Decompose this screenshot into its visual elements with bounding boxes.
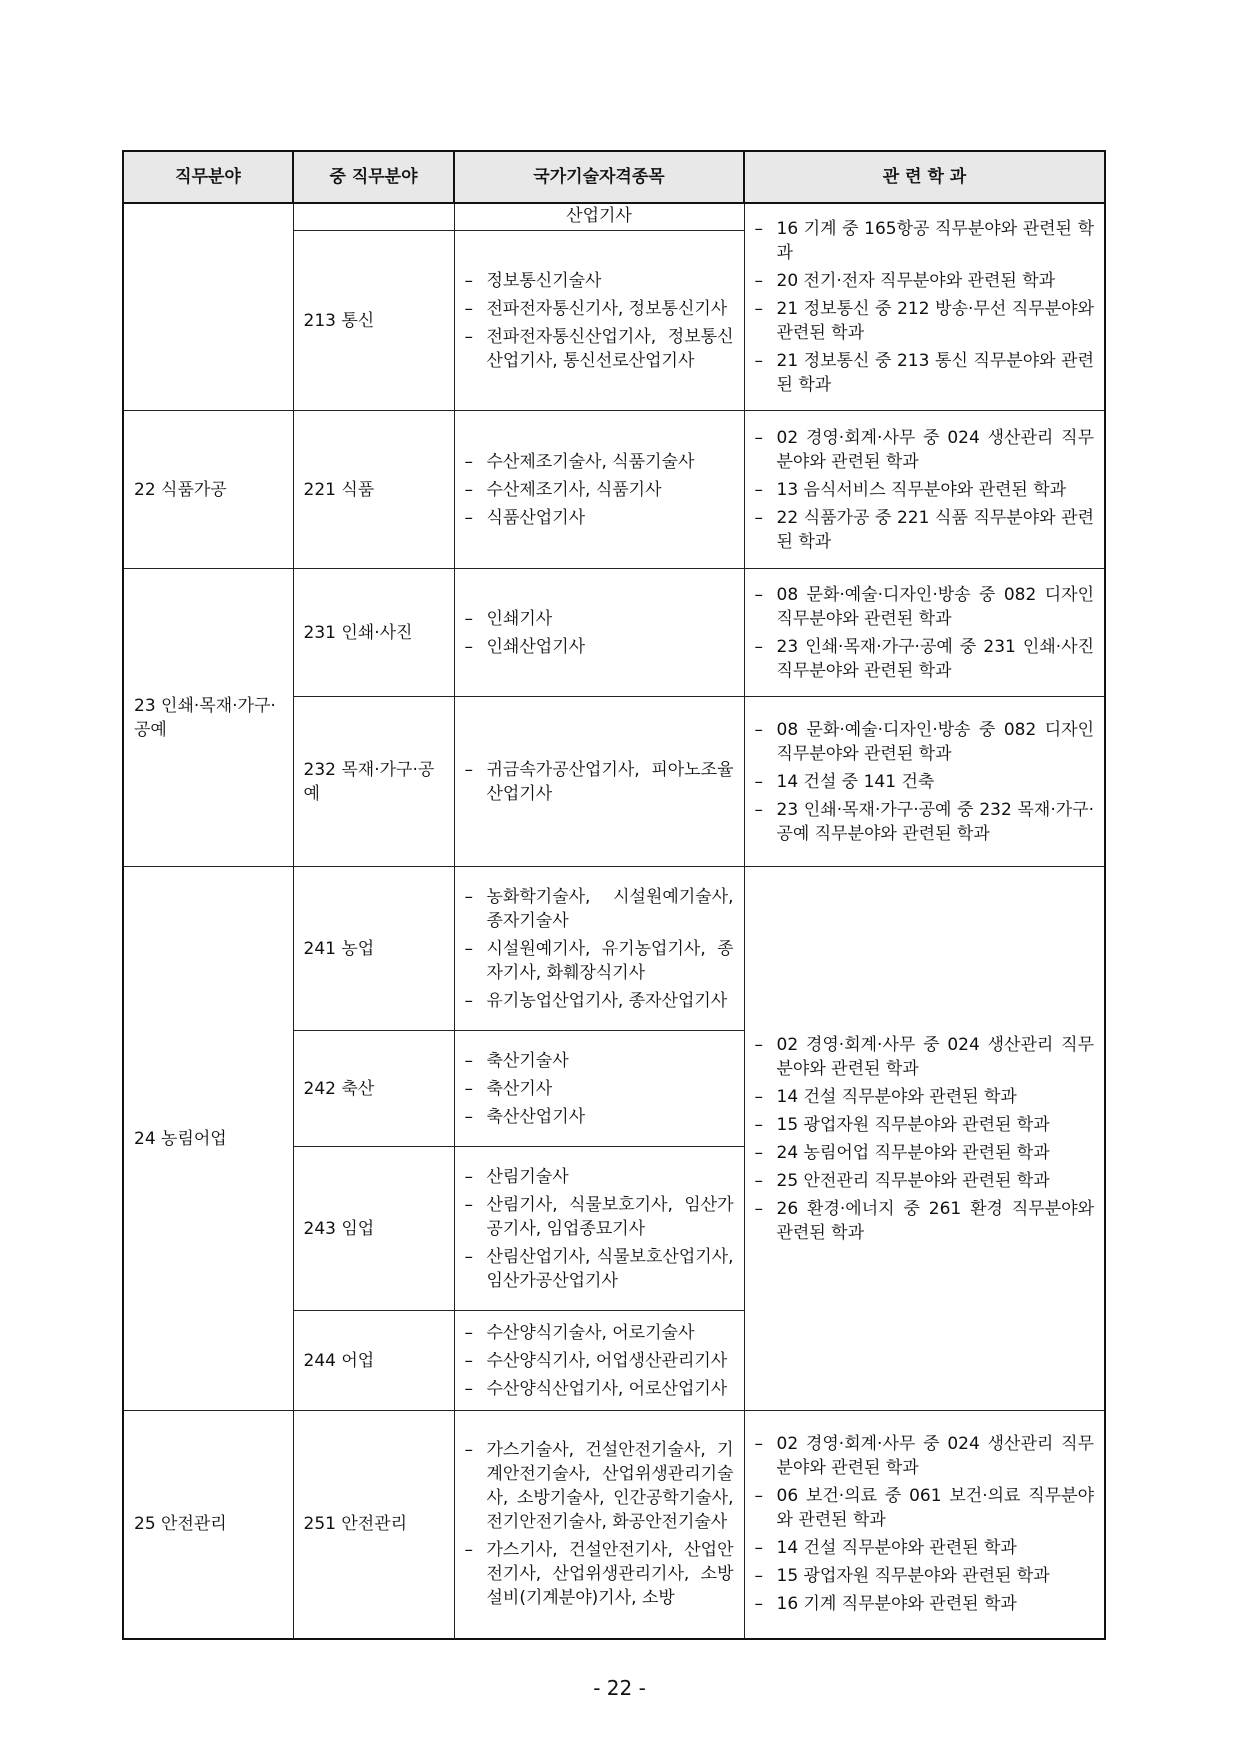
field-cell: [123, 203, 293, 411]
sub-field-cell: 232 목재·가구·공예: [293, 697, 454, 867]
list-item: – 귀금속가공산업기사, 피아노조율산업기사: [465, 758, 734, 806]
page-number: - 22 -: [593, 1676, 646, 1700]
qualification-table: [122, 150, 1106, 1640]
list-item: – 산림기사, 식물보호기사, 임산가공기사, 임업종묘기사: [465, 1193, 734, 1241]
header-related-dept: 관 련 학 과: [744, 151, 1105, 203]
list-item: – 15 광업자원 직무분야와 관련된 학과: [755, 1564, 1095, 1588]
sub-field-cell: 231 인쇄·사진: [293, 569, 454, 697]
list-item: – 수산양식기술사, 어로기술사: [465, 1321, 734, 1345]
list-item: – 수산제조기사, 식품기사: [465, 478, 734, 502]
list-item: – 20 전기·전자 직무분야와 관련된 학과: [755, 269, 1095, 293]
list-item: – 유기농업산업기사, 종자산업기사: [465, 989, 734, 1013]
list-item: – 시설원예기사, 유기농업기사, 종자기사, 화훼장식기사: [465, 937, 734, 985]
list-item: – 06 보건·의료 중 061 보건·의료 직무분야와 관련된 학과: [755, 1484, 1095, 1532]
list-item: – 08 문화·예술·디자인·방송 중 082 디자인 직무분야와 관련된 학과: [755, 583, 1095, 631]
sub-field-cell: 221 식품: [293, 411, 454, 569]
list-item: – 수산제조기술사, 식품기술사: [465, 450, 734, 474]
list-item: – 21 정보통신 중 212 방송·무선 직무분야와 관련된 학과: [755, 297, 1095, 345]
header-qualification: 국가기술자격종목: [454, 151, 744, 203]
header-row: [123, 151, 1105, 203]
sub-field-cell: 242 축산: [293, 1031, 454, 1147]
related-dept-cell: [744, 1411, 1105, 1639]
list-item: – 가스기술사, 건설안전기술사, 기계안전기술사, 산업위생관리기술사, 소방기술사, 인간공학기술사, 전기안전기술사, 화공안전기술사: [465, 1438, 734, 1534]
list-item: – 14 건설 직무분야와 관련된 학과: [755, 1536, 1095, 1560]
related-dept-cell: [744, 411, 1105, 569]
list-item: – 수산양식산업기사, 어로산업기사: [465, 1377, 734, 1401]
table-row: [123, 411, 1105, 569]
related-dept-cell: [744, 569, 1105, 697]
table-row: [123, 203, 1105, 231]
list-item: – 전파전자통신기사, 정보통신기사: [465, 297, 734, 321]
header-sub-field: 중 직무분야: [293, 151, 454, 203]
list-item: – 22 식품가공 중 221 식품 직무분야와 관련된 학과: [755, 506, 1095, 554]
related-dept-cell: [744, 697, 1105, 867]
related-dept-cell: [744, 203, 1105, 411]
qualification-cell: [454, 1031, 744, 1147]
list-item: – 산림산업기사, 식물보호산업기사, 임산가공산업기사: [465, 1245, 734, 1293]
qualification-cell: [454, 1147, 744, 1311]
qualification-cell: [454, 697, 744, 867]
list-item: – 23 인쇄·목재·가구·공예 중 231 인쇄·사진 직무분야와 관련된 학과: [755, 635, 1095, 683]
field-cell: 22 식품가공: [123, 411, 293, 569]
sub-field-cell: 241 농업: [293, 867, 454, 1031]
qualification-cell: [454, 569, 744, 697]
list-item: – 축산기술사: [465, 1049, 734, 1073]
list-item: – 08 문화·예술·디자인·방송 중 082 디자인 직무분야와 관련된 학과: [755, 718, 1095, 766]
list-item: – 축산기사: [465, 1077, 734, 1101]
qualification-cell: [454, 867, 744, 1031]
list-item: – 가스기사, 건설안전기사, 산업안전기사, 산업위생관리기사, 소방설비(기계분야)기사, 소방: [465, 1538, 734, 1610]
sub-field-cell: 251 안전관리: [293, 1411, 454, 1639]
qualification-cell: [454, 1311, 744, 1411]
list-item: – 농화학기술사, 시설원예기술사, 종자기술사: [465, 885, 734, 933]
list-item: – 02 경영·회계·사무 중 024 생산관리 직무분야와 관련된 학과: [755, 1432, 1095, 1480]
list-item: – 25 안전관리 직무분야와 관련된 학과: [755, 1169, 1095, 1193]
list-item: – 26 환경·에너지 중 261 환경 직무분야와 관련된 학과: [755, 1197, 1095, 1245]
list-item: – 16 기계 직무분야와 관련된 학과: [755, 1592, 1095, 1616]
list-item: – 인쇄기사: [465, 607, 734, 631]
list-item: – 정보통신기술사: [465, 269, 734, 293]
list-item: – 산림기술사: [465, 1165, 734, 1189]
list-item: – 식품산업기사: [465, 506, 734, 530]
table-row: [123, 867, 1105, 1031]
qualification-cell: 산업기사: [454, 203, 744, 231]
sub-field-cell: 243 임업: [293, 1147, 454, 1311]
list-item: – 15 광업자원 직무분야와 관련된 학과: [755, 1113, 1095, 1137]
list-item: – 21 정보통신 중 213 통신 직무분야와 관련된 학과: [755, 349, 1095, 397]
list-item: – 02 경영·회계·사무 중 024 생산관리 직무분야와 관련된 학과: [755, 1033, 1095, 1081]
list-item: – 24 농림어업 직무분야와 관련된 학과: [755, 1141, 1095, 1165]
list-item: – 전파전자통신산업기사, 정보통신산업기사, 통신선로산업기사: [465, 325, 734, 373]
qualification-cell: [454, 1411, 744, 1639]
list-item: – 14 건설 직무분야와 관련된 학과: [755, 1085, 1095, 1109]
qualification-cell: [454, 411, 744, 569]
list-item: – 02 경영·회계·사무 중 024 생산관리 직무분야와 관련된 학과: [755, 426, 1095, 474]
sub-field-cell: [293, 203, 454, 231]
table-row: [123, 569, 1105, 697]
header-field: 직무분야: [123, 151, 293, 203]
sub-field-cell: 244 어업: [293, 1311, 454, 1411]
related-dept-cell: [744, 867, 1105, 1411]
sub-field-cell: 213 통신: [293, 231, 454, 411]
list-item: – 16 기계 중 165항공 직무분야와 관련된 학과: [755, 217, 1095, 265]
list-item: – 축산산업기사: [465, 1105, 734, 1129]
list-item: – 수산양식기사, 어업생산관리기사: [465, 1349, 734, 1373]
field-cell: 24 농림어업: [123, 867, 293, 1411]
qualification-cell: [454, 231, 744, 411]
field-cell: 23 인쇄·목재·가구·공예: [123, 569, 293, 867]
field-cell: 25 안전관리: [123, 1411, 293, 1639]
list-item: – 14 건설 중 141 건축: [755, 770, 1095, 794]
list-item: – 인쇄산업기사: [465, 635, 734, 659]
table-row: [123, 1411, 1105, 1639]
list-item: – 23 인쇄·목재·가구·공예 중 232 목재·가구·공예 직무분야와 관련된 학과: [755, 798, 1095, 846]
list-item: – 13 음식서비스 직무분야와 관련된 학과: [755, 478, 1095, 502]
